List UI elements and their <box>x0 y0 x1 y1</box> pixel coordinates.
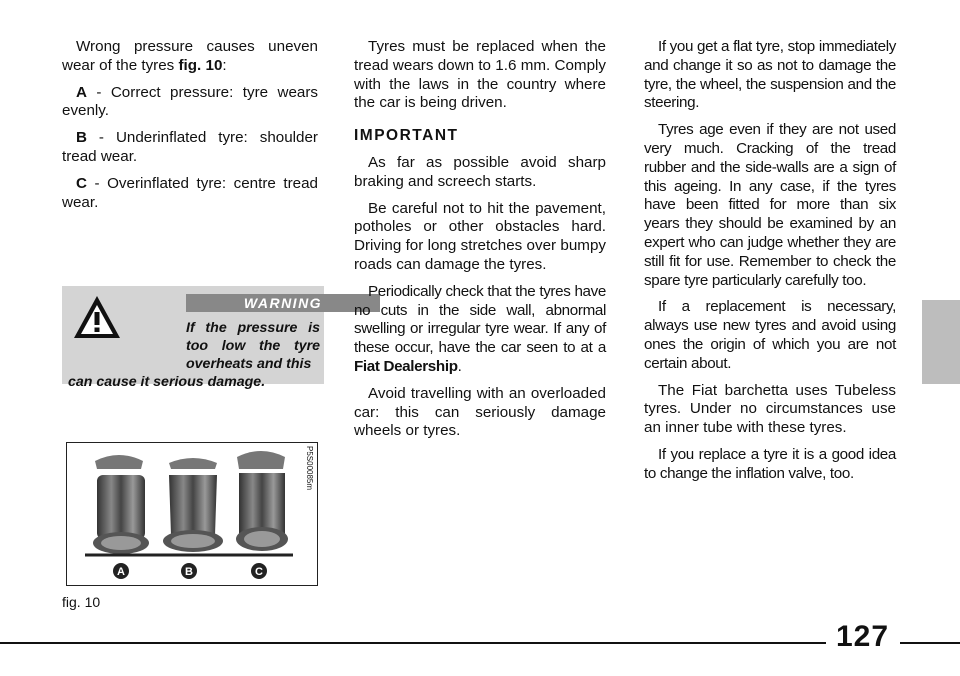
flat-tyre-paragraph: If you get a flat tyre, stop immediately and change it so as not to damage the tyre, the wheel, the suspension and the steering. <box>644 38 896 112</box>
valve-paragraph: If you replace a tyre it is a good idea to change the inflation valve, too. <box>644 445 896 482</box>
intro-paragraph: Wrong pressure causes uneven wear of the tyres fig. 10: <box>62 38 318 74</box>
label-c: C <box>255 566 263 578</box>
section-tab <box>922 300 960 384</box>
column-left <box>62 38 318 220</box>
new-tyres-paragraph: If a replacement is necessary, always use new tyres and avoid using ones the origin of which you are not certain about. <box>644 298 896 372</box>
footer-rule-right <box>900 642 960 644</box>
braking-paragraph: As far as possible avoid sharp braking and screech starts. <box>354 153 606 190</box>
label-b: B <box>185 566 193 578</box>
figure-code: P5S00085m <box>305 446 314 491</box>
warning-box <box>62 286 324 390</box>
warning-title: WARNING <box>186 294 380 312</box>
warning-text: If the pressure is too low the tyre overheats and this can cause it serious damage. <box>68 320 320 390</box>
item-a: A - Correct pressure: tyre wears evenly. <box>62 83 318 120</box>
tyre-wear-figure <box>66 442 318 586</box>
ageing-paragraph: Tyres age even if they are not used very much. Cracking of the tread rubber and the side-walls are a sign of this ageing. In any case, if the tyres have been fitted for more than six years they should be examined by an expert who can judge whether they are still fit for use. Remember to check the spare tyre particularly carefully too. <box>644 121 896 289</box>
pavement-paragraph: Be careful not to hit the pavement, potholes or other obstacles hard. Driving for long stretches over bumpy roads can damage the tyres. <box>354 199 606 273</box>
item-b: B - Underinflated tyre: shoulder tread wear. <box>62 129 318 165</box>
figure-reference: fig. 10 <box>178 56 223 74</box>
footer-rule-left <box>0 642 826 644</box>
tyre-illustration <box>67 443 317 585</box>
replacement-paragraph: Tyres must be replaced when the tread wears down to 1.6 mm. Comply with the laws in the country where the car is being driven. <box>354 38 606 112</box>
column-middle <box>354 38 606 449</box>
tubeless-paragraph: The Fiat barchetta uses Tubeless tyres. Under no circumstances use an inner tube with these tyres. <box>644 381 896 437</box>
dealership-name: Fiat Dealership <box>354 357 458 375</box>
item-c: C - Overinflated tyre: centre tread wear. <box>62 174 318 211</box>
figure-caption: fig. 10 <box>62 594 101 610</box>
column-right <box>644 38 896 492</box>
overload-paragraph: Avoid travelling with an overloaded car: this can seriously damage wheels or tyres. <box>354 384 606 440</box>
important-heading: IMPORTANT <box>354 127 459 145</box>
page-number: 127 <box>836 620 890 653</box>
label-a: A <box>117 566 125 578</box>
inspection-paragraph: Periodically check that the tyres have no cuts in the side wall, abnormal swelling or irregular tyre wear. If any of these occur, have the car seen to at a Fiat Dealership. <box>354 282 606 375</box>
